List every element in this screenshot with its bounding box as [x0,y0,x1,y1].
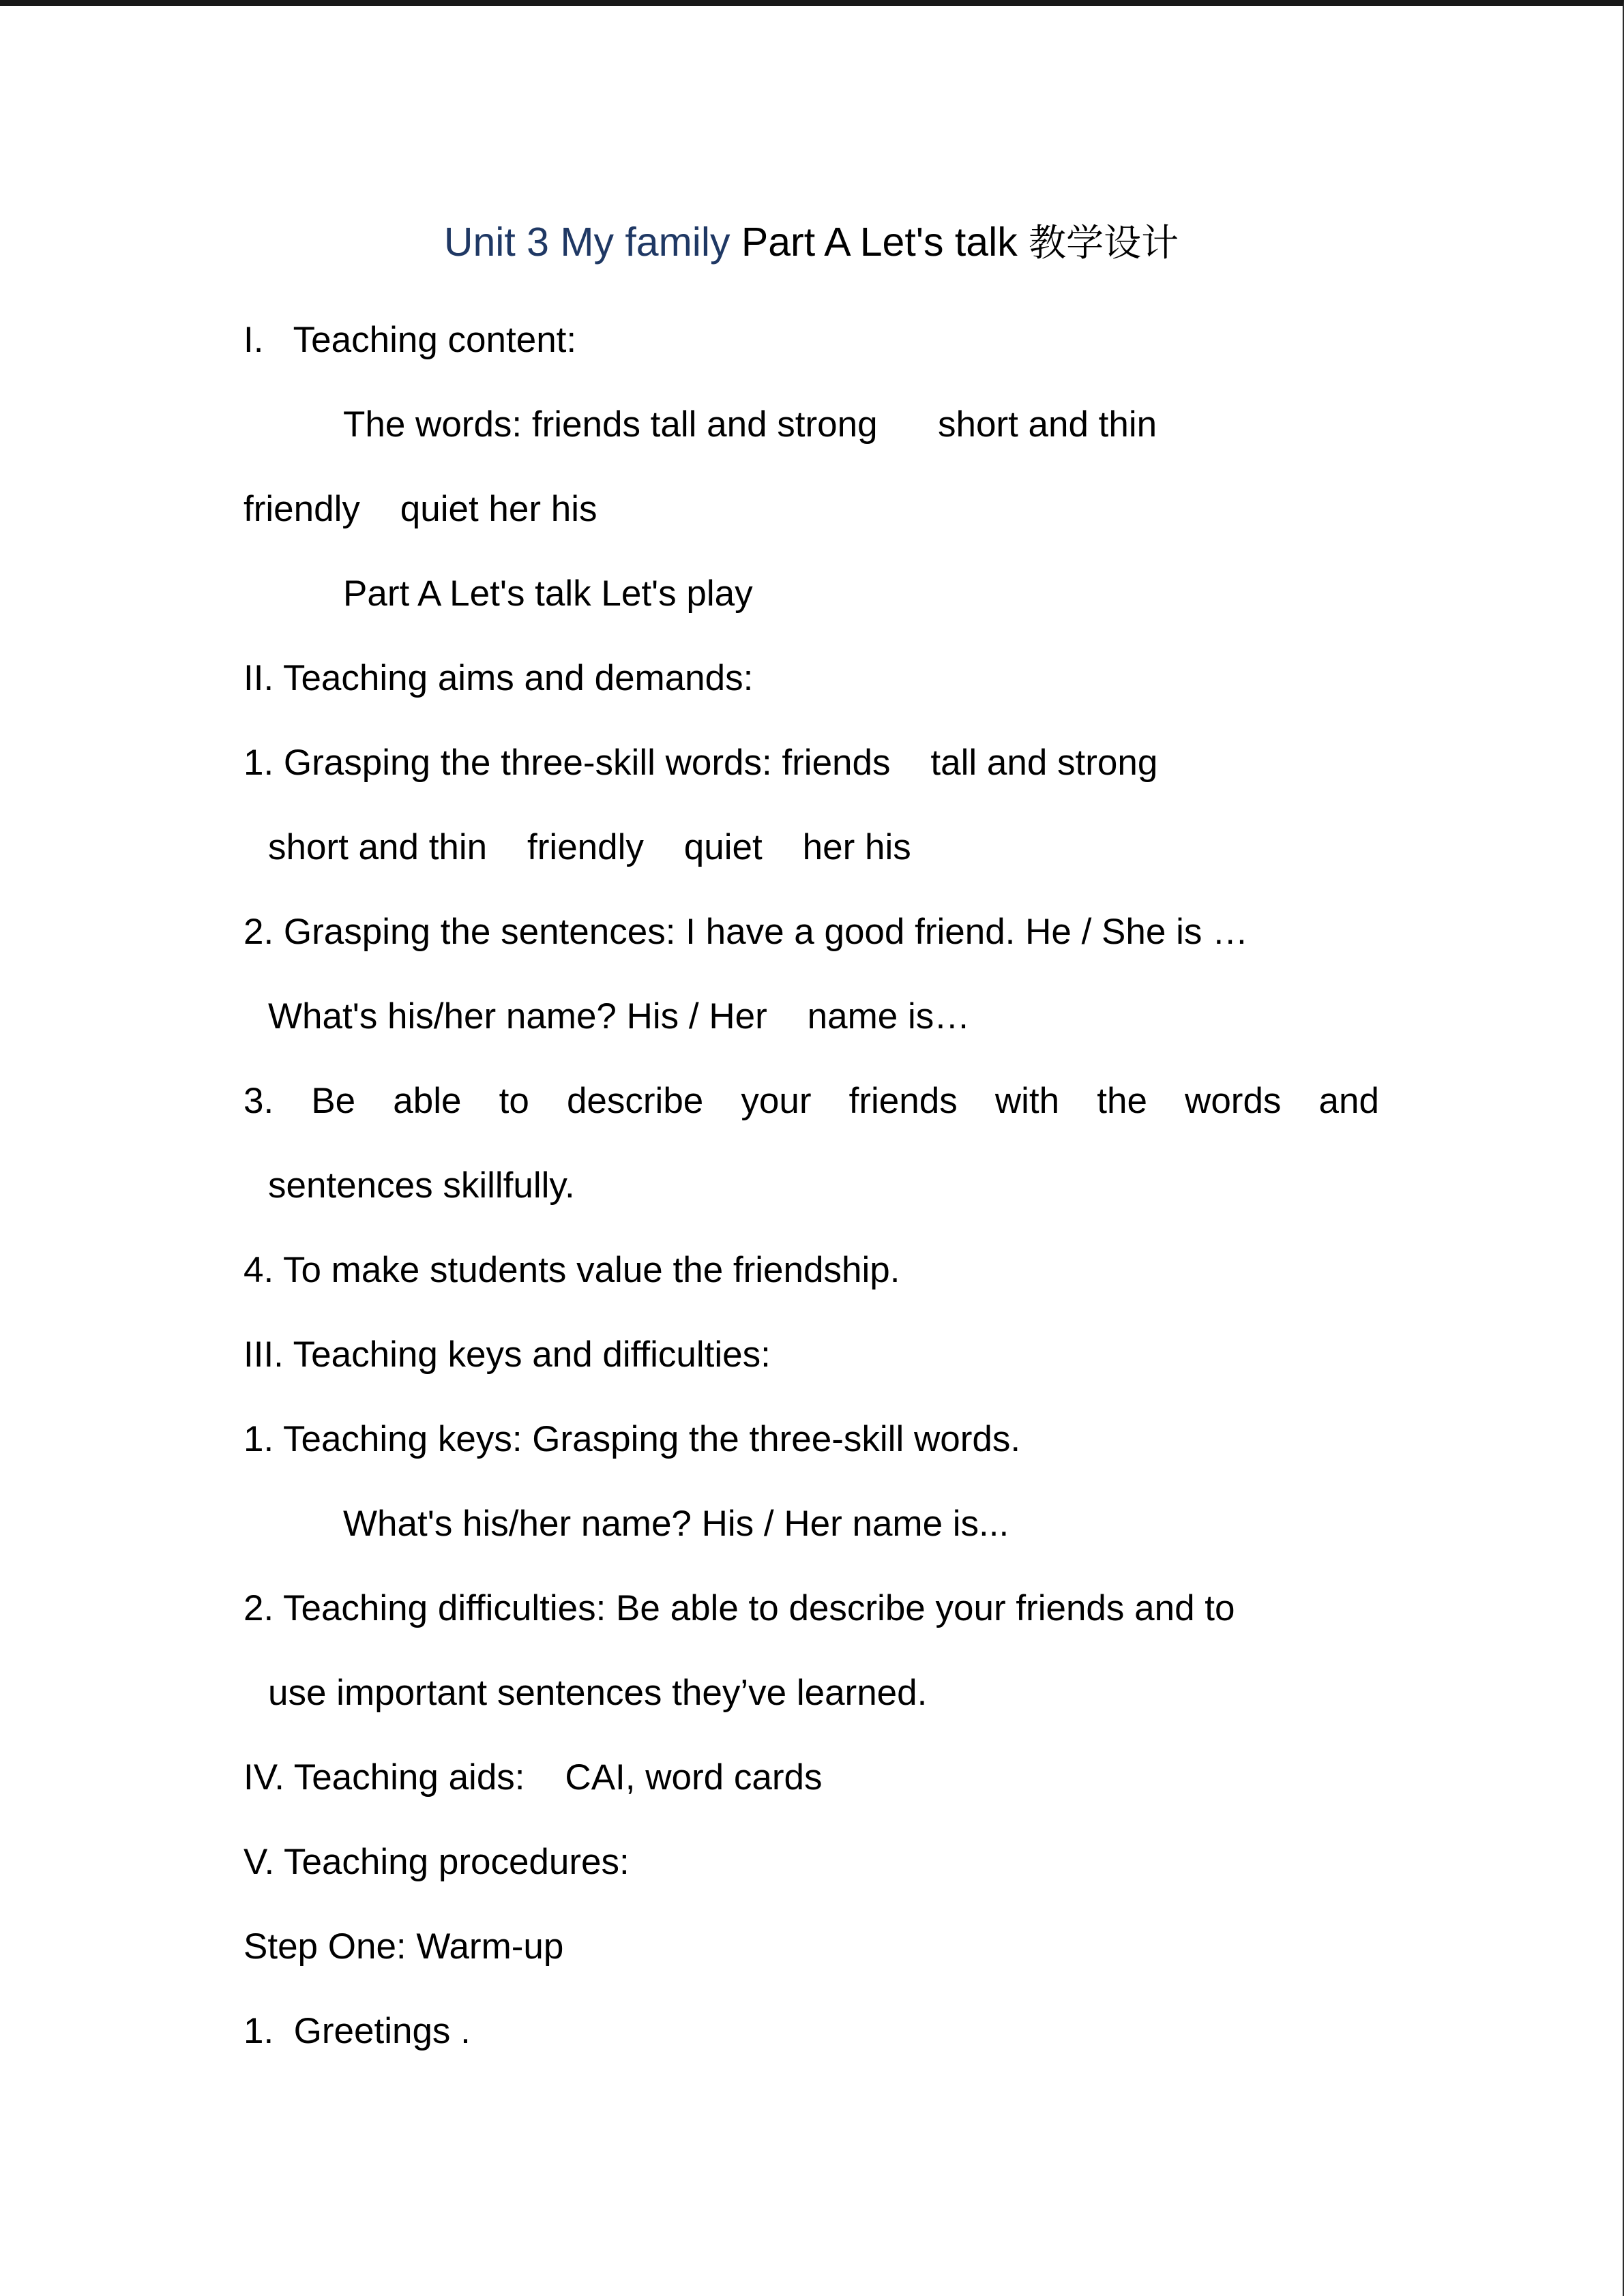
teaching-content-heading: I. Teaching content: [243,320,577,360]
aim-1-cont: short and thin friendly quiet her his [268,827,911,867]
step-one-item-1: 1. Greetings . [243,2011,471,2051]
words-line: The words: friends tall and strong short and thin [343,404,1157,445]
key-2: 2. Teaching difficulties: Be able to describe your friends and to [243,1588,1235,1628]
words-continued: friendly quiet her his [243,489,597,529]
aim-2-cont: What's his/her name? His / Her name is… [268,996,971,1037]
document-content-column [243,6,1379,2074]
keys-heading: III. Teaching keys and difficulties: [243,1335,771,1375]
aim-3-cont: sentences skillfully. [268,1165,575,1206]
page-title-unit: Unit 3 My family [443,220,730,265]
aims-heading: II. Teaching aims and demands: [243,658,754,698]
page-title-chinese: 教学设计 [1029,221,1179,265]
aim-3: 3. Be able to describe your friends with the words and [243,1081,1379,1121]
page-title [243,6,1379,263]
key-1-cont: What's his/her name? His / Her name is... [343,1504,1009,1544]
key-1: 1. Teaching keys: Grasping the three-skill words. [243,1419,1021,1459]
parts-line: Part A Let's talk Let's play [343,573,753,614]
procedures-heading: V. Teaching procedures: [243,1842,630,1882]
page-title-part: Part A Let's talk [730,220,1029,265]
step-one: Step One: Warm-up [243,1926,564,1967]
key-2-cont: use important sentences they’ve learned. [268,1673,928,1713]
document-body [243,298,1379,2074]
aids-heading: IV. Teaching aids: CAI, word cards [243,1757,823,1798]
aim-2: 2. Grasping the sentences: I have a good friend. He / She is … [243,912,1249,952]
aim-4: 4. To make students value the friendship. [243,1250,900,1290]
aim-1: 1. Grasping the three-skill words: friends tall and strong [243,743,1158,783]
